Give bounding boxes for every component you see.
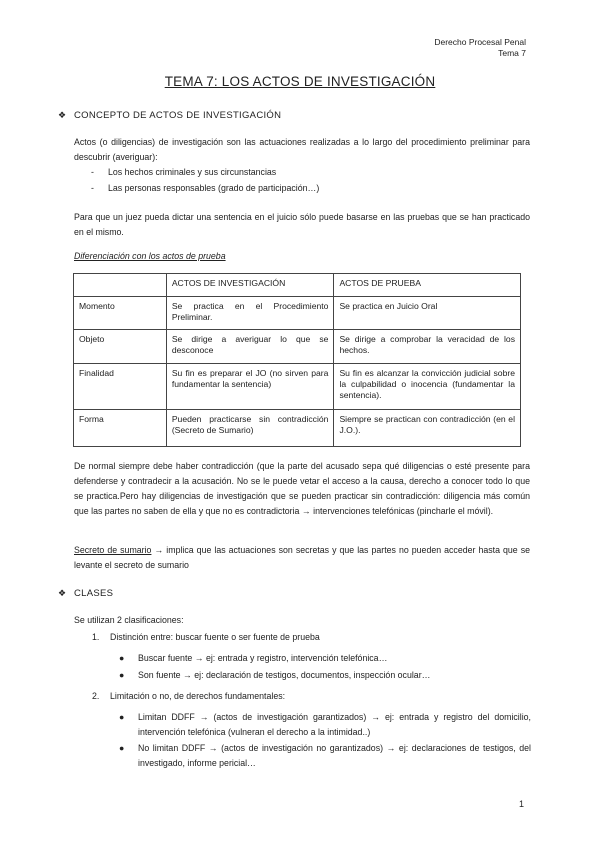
table-cell: Pueden practicarse sin contradicción (Secreto de Sumario) [166,410,334,447]
numbered-item [92,691,285,701]
paragraph-sentencia: Para que un juez pueda dictar una sentencia en el juicio sólo puede basarse en las pruebas que se han practicado en el mismo. [74,212,530,237]
diamond-bullet-icon: ❖ [58,588,67,598]
secreto-term: Secreto de sumario [74,545,152,555]
table-cell: Se dirige a comprobar la veracidad de los hechos. [334,330,521,364]
table-header-cell: ACTOS DE PRUEBA [334,274,521,297]
page-number: 1 [518,799,524,809]
bullet-item: ● Limitan DDFF → (actos de investigación garantizados) → ej: entrada y registro del domicilio, intervención telefónica (vulneran el derecho a la intimidad..) [119,712,531,737]
paragraph-contradiccion: De normal siempre debe haber contradicción (que la parte del acusado sepa qué diligencias o esté presente para defenderse y contradecir a la acusación. No se le puede vetar el acceso a la causa, derecho a conocer todo lo que se practica.Pero hay diligencias de investigación que se pueden practicar sin contradicción: diligencia más común que las partes no saben de ella y que no es contradictoria → intervenciones telefónicas (pincharle el móvil). [74,461,530,516]
item-label: Limitación o no, de derechos fundamentales: [110,691,286,701]
dot-bullet-icon: ● [119,670,125,680]
table-cell: Su fin es alcanzar la convicción judicial sobre la culpabilidad o inocencia (fundamentar la sentencia). [334,364,521,410]
table-cell: Se dirige a averiguar lo que se desconoce [166,330,334,364]
paragraph-secreto [74,543,530,573]
dash-bullet-icon: - [91,167,94,177]
table-row [74,364,521,410]
table-cell: Objeto [74,330,167,364]
table-header-cell: ACTOS DE INVESTIGACIÓN [166,274,334,297]
numbered-item [92,632,320,642]
course-name: Derecho Procesal Penal [434,37,526,47]
intro-paragraph: Actos (o diligencias) de investigación son las actuaciones realizadas a lo largo del procedimiento preliminar para descubrir (averiguar): [74,137,530,162]
item-label: Distinción entre: buscar fuente o ser fuente de prueba [110,632,320,642]
section-heading-text: CLASES [74,588,114,599]
diamond-bullet-icon: ❖ [58,110,67,120]
bullet-item: ● No limitan DDFF → (actos de investigación no garantizados) → ej: declaraciones de testigos, del investigado, informe pericial… [119,743,531,768]
bullet-item: ● Buscar fuente → ej: entrada y registro, intervención telefónica… [119,651,531,666]
item-number: 1. [92,632,100,642]
clases-intro: Se utilizan 2 clasificaciones: [74,615,184,625]
table-row [74,410,521,447]
section-heading-concepto [58,110,281,121]
table-row [74,297,521,330]
list-item: - Las personas responsables (grado de participación…) [91,183,320,193]
table-cell: Forma [74,410,167,447]
table-cell: Se practica en el Procedimiento Preliminar. [166,297,334,330]
table-cell: Siempre se practican con contradicción (en el J.O.). [334,410,521,447]
secreto-definition: → implica que las actuaciones son secretas y que las partes no pueden acceder hasta que se levante el secreto de sumario [74,545,530,570]
dot-bullet-icon: ● [119,743,125,753]
comparison-table [73,273,521,447]
item-number: 2. [92,691,100,701]
table-cell: Momento [74,297,167,330]
table-cell: Finalidad [74,364,167,410]
bullet-item: ● Son fuente → ej: declaración de testigos, documentos, inspección ocular… [119,668,531,683]
table-header-row [74,274,521,297]
dot-bullet-icon: ● [119,653,125,663]
table-cell: Su fin es preparar el JO (no sirven para fundamentar la sentencia) [166,364,334,410]
section-heading-text: CONCEPTO DE ACTOS DE INVESTIGACIÓN [74,110,282,121]
dash-bullet-icon: - [91,183,94,193]
page-header [434,37,526,59]
dot-bullet-icon: ● [119,712,125,722]
subheading-diferenciacion: Diferenciación con los actos de prueba [74,251,226,261]
tema-label: Tema 7 [498,48,526,58]
table-header-cell [74,274,167,297]
table-row [74,330,521,364]
list-item: - Los hechos criminales y sus circunstancias [91,167,277,177]
page-title: TEMA 7: LOS ACTOS DE INVESTIGACIÓN [164,74,436,89]
section-heading-clases [58,588,113,599]
table-cell: Se practica en Juicio Oral [334,297,521,330]
